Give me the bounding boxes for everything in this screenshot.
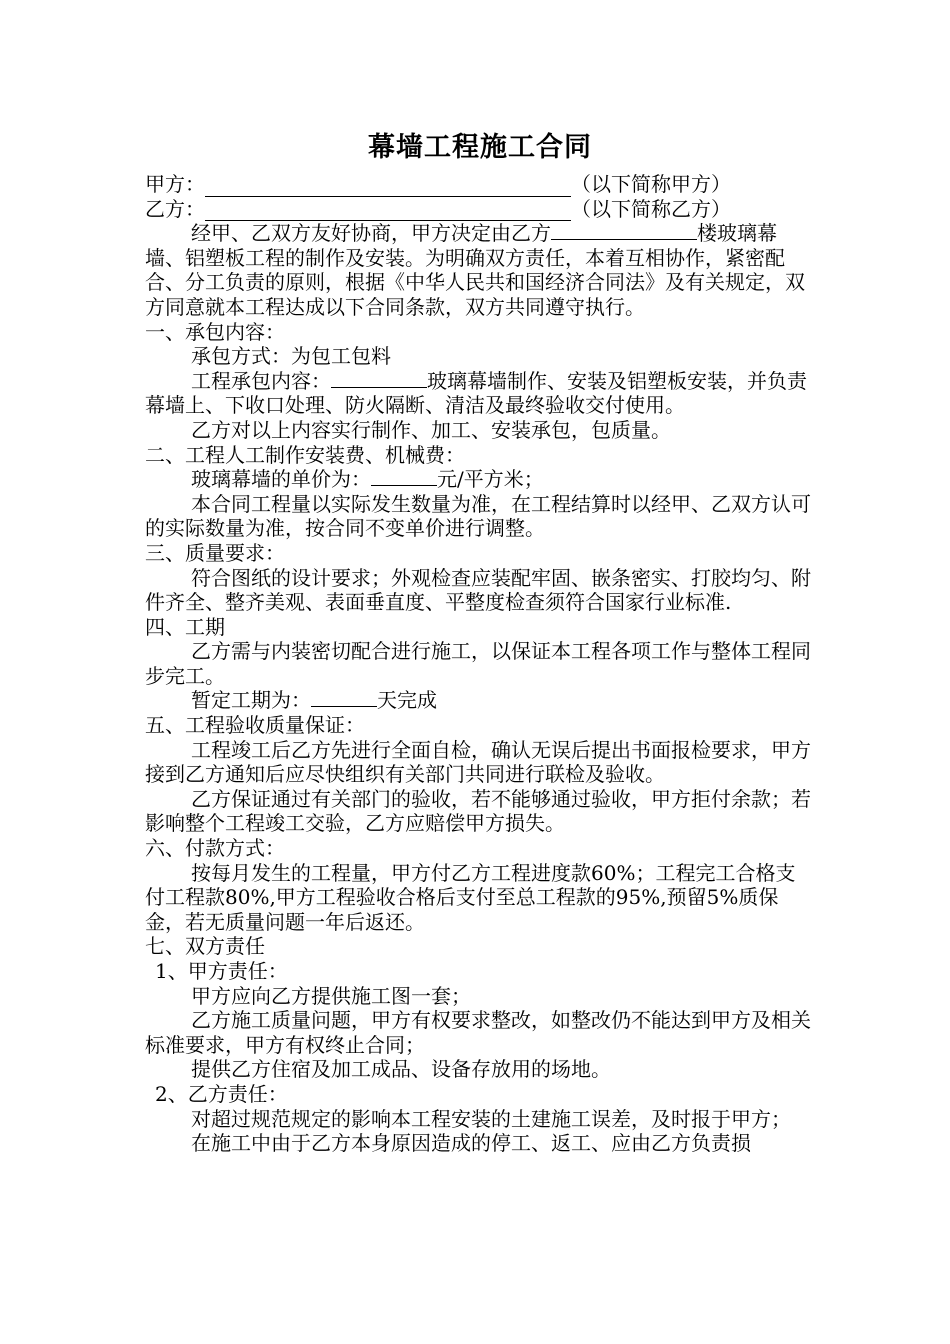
section-4-p2	[145, 688, 815, 713]
intro-text-2: 楼玻璃	[697, 221, 757, 246]
party-b-duty-2: 在施工中由于乙方本身原因造成的停工、返工、应由乙方负责损	[191, 1131, 751, 1156]
section-2-p1-text-1: 玻璃幕墙的单价为：	[191, 467, 371, 492]
party-b-label: 乙方：	[145, 196, 205, 221]
intro-paragraph	[145, 221, 815, 319]
section-1-p2-text-1: 工程承包内容：	[191, 368, 331, 393]
section-2-p1-text-2: 元/平方米；	[437, 467, 544, 492]
party-b-duty-1: 对超过规范规定的影响本工程安装的土建施工误差，及时报于甲方；	[191, 1106, 791, 1131]
section-6-heading: 六、付款方式：	[145, 836, 285, 861]
party-b-line	[145, 197, 815, 222]
section-2-p1	[145, 467, 815, 492]
section-4-p2-text-1: 暂定工期为：	[191, 688, 311, 713]
scope-blank	[331, 369, 427, 388]
section-1-heading: 一、承包内容：	[145, 319, 285, 344]
party-b-note: （以下简称乙方）	[571, 196, 731, 221]
section-5-heading: 五、工程验收质量保证：	[145, 713, 365, 738]
document-title: 幕墙工程施工合同	[368, 132, 592, 163]
intro-text-3: 幕墙、铝塑板工程的制作及安装。为明确双方责任，本着互相协作，紧密配合、分工负责的原则，根据《中华人民共和国经济合同法》及有关规定，双方同意就本工程达成以下合同条款，双方共同遵守执行。	[145, 221, 805, 319]
duration-blank	[311, 688, 377, 707]
building-name-blank	[551, 221, 697, 240]
section-4-p2-text-2: 天完成	[377, 688, 437, 713]
section-1-p3: 乙方对以上内容实行制作、加工、安装承包，包质量。	[191, 417, 671, 442]
section-7-sub-2: 2、乙方责任：	[155, 1081, 288, 1106]
party-a-duty-1: 甲方应向乙方提供施工图一套；	[191, 983, 471, 1008]
section-1-p2	[145, 369, 815, 418]
section-4-p1: 乙方需与内装密切配合进行施工，以保证本工程各项工作与整体工程同步完工。	[145, 639, 811, 688]
party-a-line	[145, 172, 815, 197]
section-2-p2: 本合同工程量以实际发生数量为准，在工程结算时以经甲、乙双方认可的实际数量为准，按合同不变单价进行调整。	[145, 491, 811, 541]
party-a-note: （以下简称甲方）	[571, 172, 731, 196]
section-3-heading: 三、质量要求：	[145, 540, 285, 565]
section-5-p2: 乙方保证通过有关部门的验收，若不能够通过验收，甲方拒付余款；若影响整个工程竣工交验，乙方应赔偿甲方损失。	[145, 786, 811, 836]
party-b-blank	[205, 202, 571, 221]
section-7-sub-1: 1、甲方责任：	[155, 959, 288, 983]
section-6-p1: 按每月发生的工程量，甲方付乙方工程进度款60%；工程完工合格支付工程款80%,甲方工程验收合格后支付至总工程款的95%,预留5%质保金，若无质量问题一年后返还。	[145, 860, 796, 934]
intro-text-1: 经甲、乙双方友好协商，甲方决定由乙方	[191, 221, 551, 246]
section-1-p1: 承包方式：为包工包料	[191, 344, 391, 369]
party-a-label: 甲方：	[145, 172, 205, 196]
contract-document	[145, 128, 815, 1156]
section-4-heading: 四、工期	[145, 614, 225, 639]
unit-price-blank	[371, 467, 437, 486]
party-a-blank	[205, 178, 571, 197]
party-a-duty-3: 提供乙方住宿及加工成品、设备存放用的场地。	[191, 1057, 611, 1082]
section-1-p2-text-2: 玻璃幕墙制作、安装及铝塑板安装，并负责幕墙上、下收口处理、防火隔断、清洁及最终验收交付使用。	[145, 368, 807, 418]
section-2-heading: 二、工程人工制作安装费、机械费：	[145, 442, 465, 467]
party-a-duty-2: 乙方施工质量问题，甲方有权要求整改，如整改仍不能达到甲方及相关标准要求，甲方有权终止合同；	[145, 1008, 811, 1057]
section-5-p1: 工程竣工后乙方先进行全面自检，确认无误后提出书面报检要求，甲方接到乙方通知后应尽快组织有关部门共同进行联检及验收。	[145, 737, 811, 787]
section-7-heading: 七、双方责任	[145, 934, 265, 959]
section-3-p1: 符合图纸的设计要求；外观检查应装配牢固、嵌条密实、打胶均匀、附件齐全、整齐美观、表面垂直度、平整度检查须符合国家行业标准.	[145, 565, 811, 615]
